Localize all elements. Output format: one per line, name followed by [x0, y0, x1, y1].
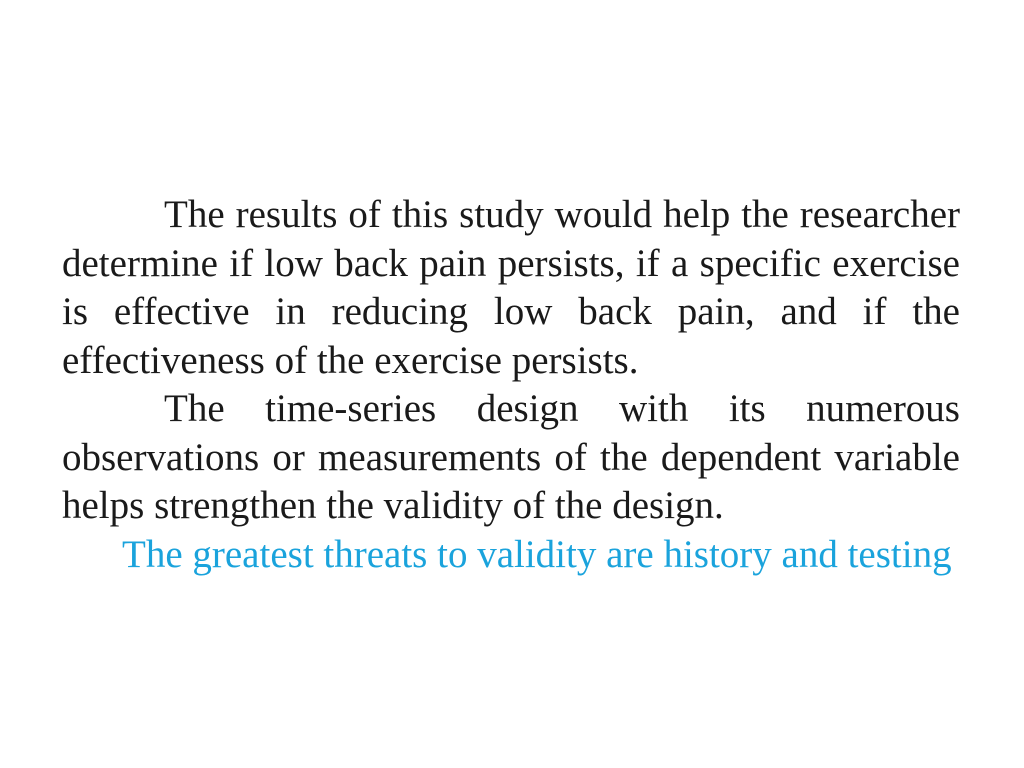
text-body: [62, 191, 960, 579]
paragraph-results: The results of this study would help the researcher determine if low back pain persists, if a specific exercise is effective in reducing low back pain, and if the effectiveness of the exercise persists.: [62, 193, 960, 382]
paragraph-time-series-design: The time-series design with its numerous observations or measurements of the dependent variable helps strengthen the validity of the design.: [62, 387, 960, 527]
paragraph-threats-to-validity: The greatest threats to validity are history and testing: [122, 532, 952, 576]
